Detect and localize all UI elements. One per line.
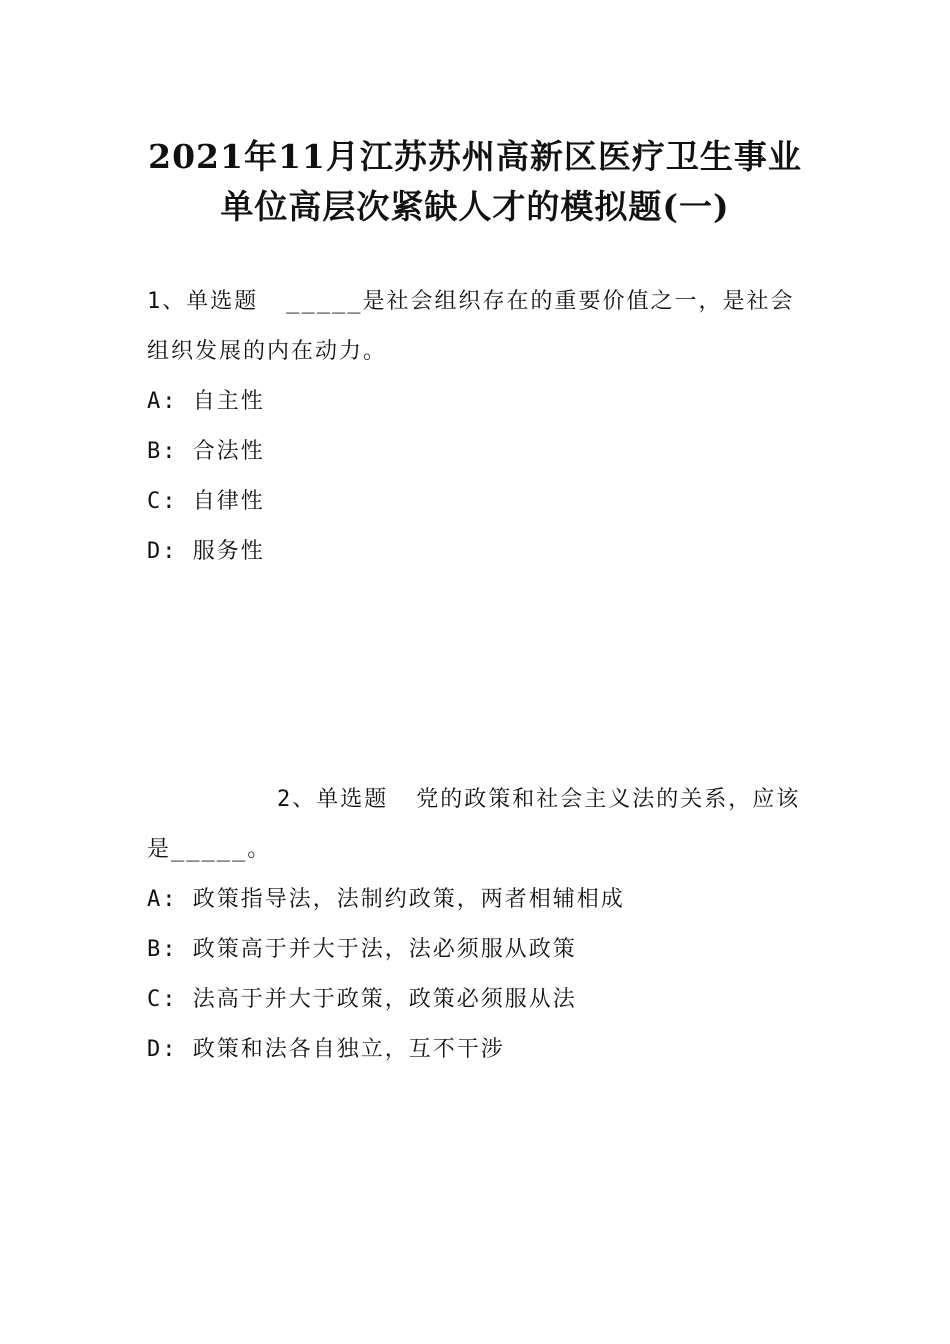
question-2-stem — [147, 775, 807, 875]
question-1-option-c[interactable] — [147, 477, 807, 527]
option-text: 自律性 — [192, 489, 265, 514]
option-text: 政策指导法，法制约政策，两者相辅相成 — [192, 887, 625, 912]
option-key: B: — [147, 439, 178, 464]
question-1-number: 1、单选题 — [147, 289, 259, 314]
option-key: D: — [147, 539, 178, 564]
question-2-option-a[interactable] — [147, 875, 807, 925]
option-key: A: — [147, 887, 178, 912]
question-1-option-d[interactable] — [147, 527, 807, 577]
option-text: 服务性 — [192, 539, 265, 564]
question-2-number: 2、单选题 — [277, 787, 389, 812]
option-key: B: — [147, 937, 178, 962]
option-text: 合法性 — [192, 439, 265, 464]
question-2-option-c[interactable] — [147, 975, 807, 1025]
title-line-1: 2021年11月江苏苏州高新区医疗卫生事业 — [148, 137, 802, 176]
option-text: 自主性 — [192, 389, 265, 414]
question-1-text: _____是社会组织存在的重要价值之一，是社会组织发展的内在动力。 — [147, 289, 795, 364]
option-text: 政策高于并大于法，法必须服从政策 — [192, 937, 577, 962]
title-line-2: 单位高层次紧缺人才的模拟题(一) — [220, 187, 730, 226]
option-key: D: — [147, 1037, 178, 1062]
question-1 — [147, 277, 807, 577]
page-title — [0, 132, 950, 232]
question-1-stem — [147, 277, 807, 377]
question-2-option-b[interactable] — [147, 925, 807, 975]
question-2-text: 党的政策和社会主义法的关系，应该是_____。 — [147, 787, 801, 862]
question-2 — [147, 775, 807, 1075]
option-key: C: — [147, 987, 178, 1012]
option-text: 法高于并大于政策，政策必须服从法 — [192, 987, 577, 1012]
question-2-option-d[interactable] — [147, 1025, 807, 1075]
option-text: 政策和法各自独立，互不干涉 — [192, 1037, 505, 1062]
question-1-option-b[interactable] — [147, 427, 807, 477]
option-key: A: — [147, 389, 178, 414]
question-1-option-a[interactable] — [147, 377, 807, 427]
option-key: C: — [147, 489, 178, 514]
